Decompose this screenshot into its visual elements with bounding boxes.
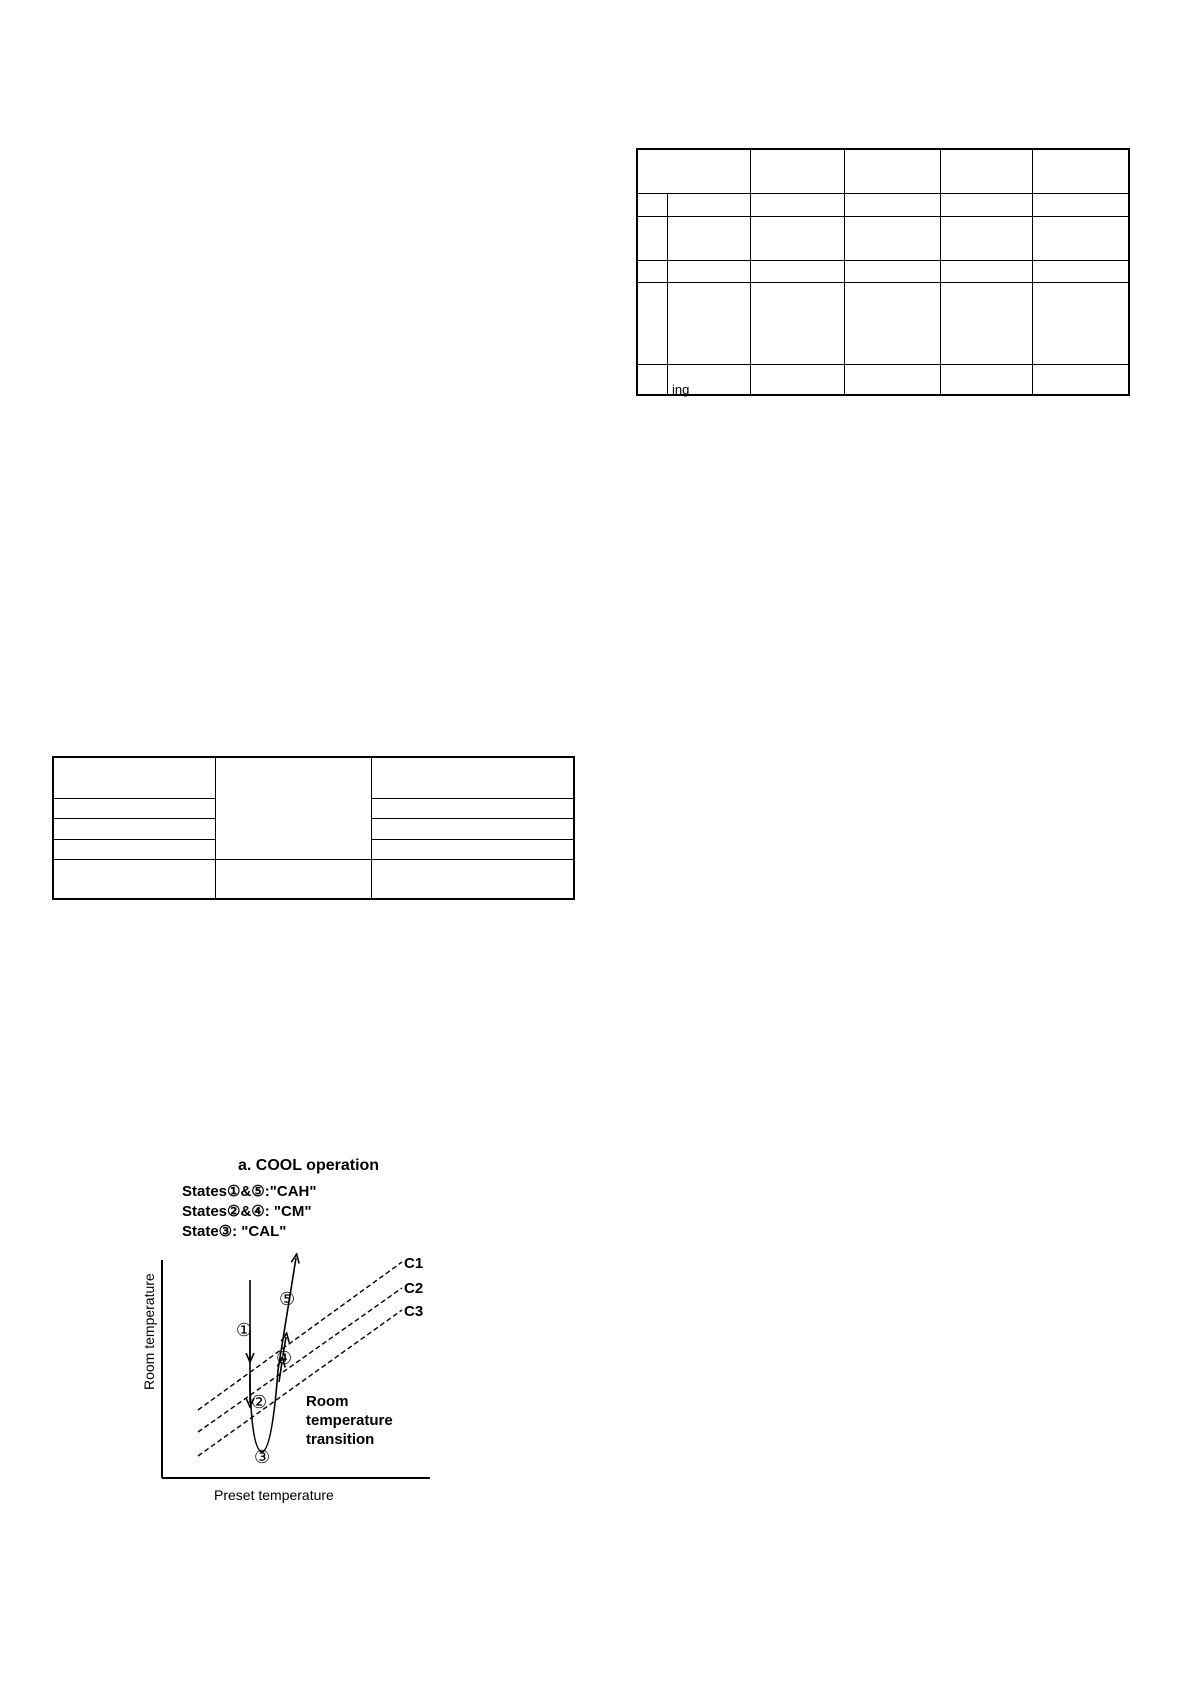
table-cell-fragment: ing [672, 382, 690, 397]
table-vline [371, 758, 372, 898]
state-1-label: ① [236, 1320, 253, 1340]
table-vline [215, 758, 216, 898]
table-vline [940, 150, 941, 394]
table-hline [54, 798, 215, 799]
c3-label: C3 [404, 1303, 424, 1320]
legend-line-3: State③: "CAL" [182, 1223, 287, 1240]
state-2-label: ② [251, 1392, 268, 1412]
c2-line [198, 1288, 402, 1432]
table-vline [750, 150, 751, 394]
annotation-line-1: Room [306, 1393, 349, 1410]
c1-line [198, 1262, 402, 1410]
table-hline [371, 818, 575, 819]
table-hline [638, 364, 1128, 365]
y-axis-label: Room temperature [141, 1273, 157, 1390]
table-vline [844, 150, 845, 394]
left-table [52, 756, 575, 900]
table-vline [1032, 150, 1033, 394]
legend-line-2: States②&④: "CM" [182, 1203, 312, 1220]
c2-label: C2 [404, 1280, 424, 1297]
table-hline [638, 260, 1128, 261]
diagram-title: a. COOL operation [238, 1157, 380, 1174]
table-hline [54, 818, 215, 819]
state-4-label: ④ [276, 1348, 293, 1368]
table-hline [54, 839, 215, 840]
state-3-label: ③ [254, 1447, 271, 1467]
legend-line-1: States①&⑤:"CAH" [182, 1183, 317, 1200]
table-hline [638, 216, 1128, 217]
state-5-label: ⑤ [279, 1289, 296, 1309]
annotation-line-3: transition [306, 1431, 375, 1448]
c1-label: C1 [404, 1255, 424, 1272]
table-hline [371, 798, 575, 799]
table-hline [371, 839, 575, 840]
table-vline [667, 194, 668, 396]
annotation-line-2: temperature [306, 1412, 393, 1429]
table-hline [638, 193, 1128, 194]
table-hline [54, 859, 573, 860]
right-table [636, 148, 1130, 396]
x-axis-label: Preset temperature [214, 1487, 334, 1503]
table-hline [638, 282, 1128, 283]
cool-operation-diagram [130, 1150, 430, 1510]
